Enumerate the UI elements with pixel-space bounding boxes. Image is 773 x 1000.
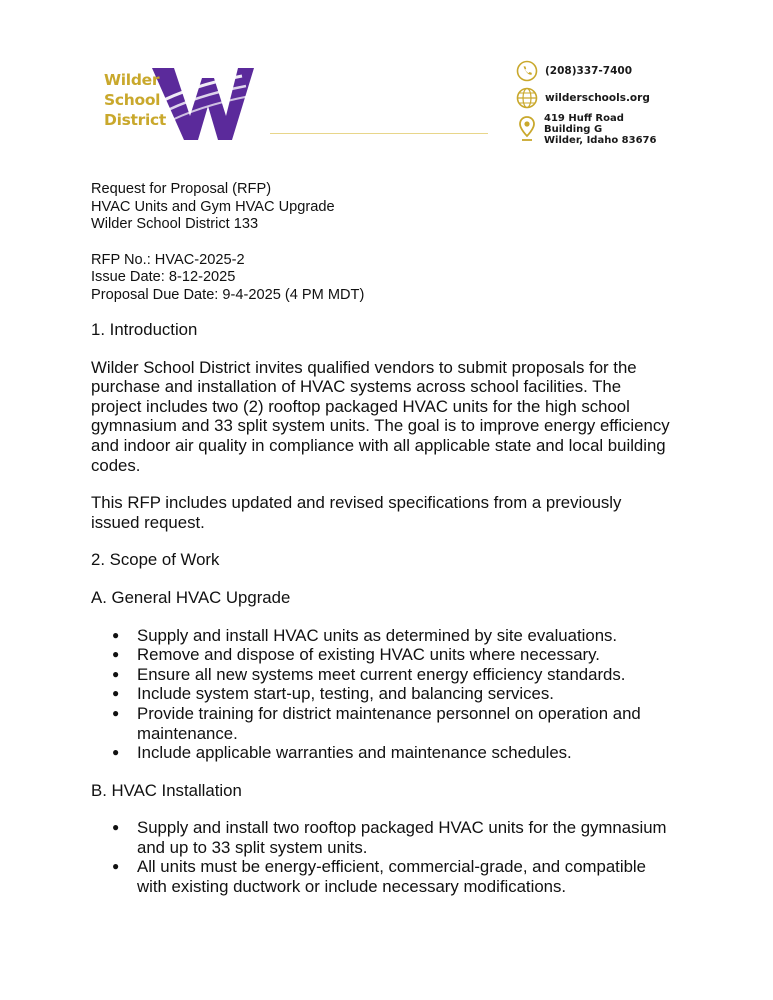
document-body: [91, 181, 691, 897]
intro-paragraph-1: Wilder School District invites qualified vendors to submit proposals for the purchase and installation of HVAC systems across school facilities. The project includes two (2) rooftop packaged HVAC units for the high school gymnasium and 33 split system units. The goal is to improve energy efficiency and indoor air quality in compliance with all applicable state and local building codes.: [91, 357, 670, 475]
phone-number: (208)337-7400: [545, 65, 633, 77]
list-item: ● Supply and install two rooftop packaged HVAC units for the gymnasium and up to 33 split system units.: [91, 818, 691, 857]
phone-icon: [516, 60, 538, 82]
list-item: ● Include system start-up, testing, and balancing services.: [91, 684, 691, 704]
header-divider: [270, 133, 488, 134]
section-title-scope: 2. Scope of Work: [91, 550, 220, 570]
globe-icon: [516, 87, 538, 109]
mailing-address: 419 Huff Road Building G Wilder, Idaho 83676: [544, 113, 657, 146]
intro-paragraph-2: This RFP includes updated and revised specifications from a previously issued request.: [91, 493, 622, 532]
issue-date: Issue Date: 8-12-2025: [91, 269, 236, 285]
website-row: [516, 87, 650, 109]
list-item: ● Include applicable warranties and maintenance schedules.: [91, 743, 691, 763]
subsection-title-hvac-installation: B. HVAC Installation: [91, 780, 242, 800]
heading-line: Request for Proposal (RFP): [91, 181, 272, 197]
heading-line: Wilder School District 133: [91, 216, 259, 232]
list-item: ● Provide training for district maintenance personnel on operation and maintenance.: [91, 704, 691, 743]
heading-line: HVAC Units and Gym HVAC Upgrade: [91, 198, 335, 215]
subsection-title-general-upgrade: A. General HVAC Upgrade: [91, 587, 291, 607]
website-link[interactable]: wilderschools.org: [545, 92, 650, 104]
list-item: ● Ensure all new systems meet current energy efficiency standards.: [91, 665, 691, 685]
location-pin-icon: [519, 116, 535, 142]
hvac-installation-list: [91, 818, 691, 896]
district-logo: [104, 64, 256, 144]
due-date: Proposal Due Date: 9-4-2025 (4 PM MDT): [91, 286, 365, 303]
section-title-introduction: 1. Introduction: [91, 320, 198, 339]
rfp-number: RFP No.: HVAC-2025-2: [91, 251, 245, 268]
logo-wordmark: Wilder School District: [104, 71, 166, 129]
general-upgrade-list: [91, 626, 691, 763]
rfp-heading: [91, 181, 691, 234]
list-item: ● Supply and install HVAC units as determined by site evaluations.: [91, 626, 691, 646]
list-item: ● Remove and dispose of existing HVAC units where necessary.: [91, 645, 691, 665]
phone-row: [516, 60, 632, 82]
list-item: ● All units must be energy-efficient, commercial-grade, and compatible with existing ductwork or include necessary modifications.: [91, 857, 691, 896]
rfp-meta: [91, 252, 691, 305]
